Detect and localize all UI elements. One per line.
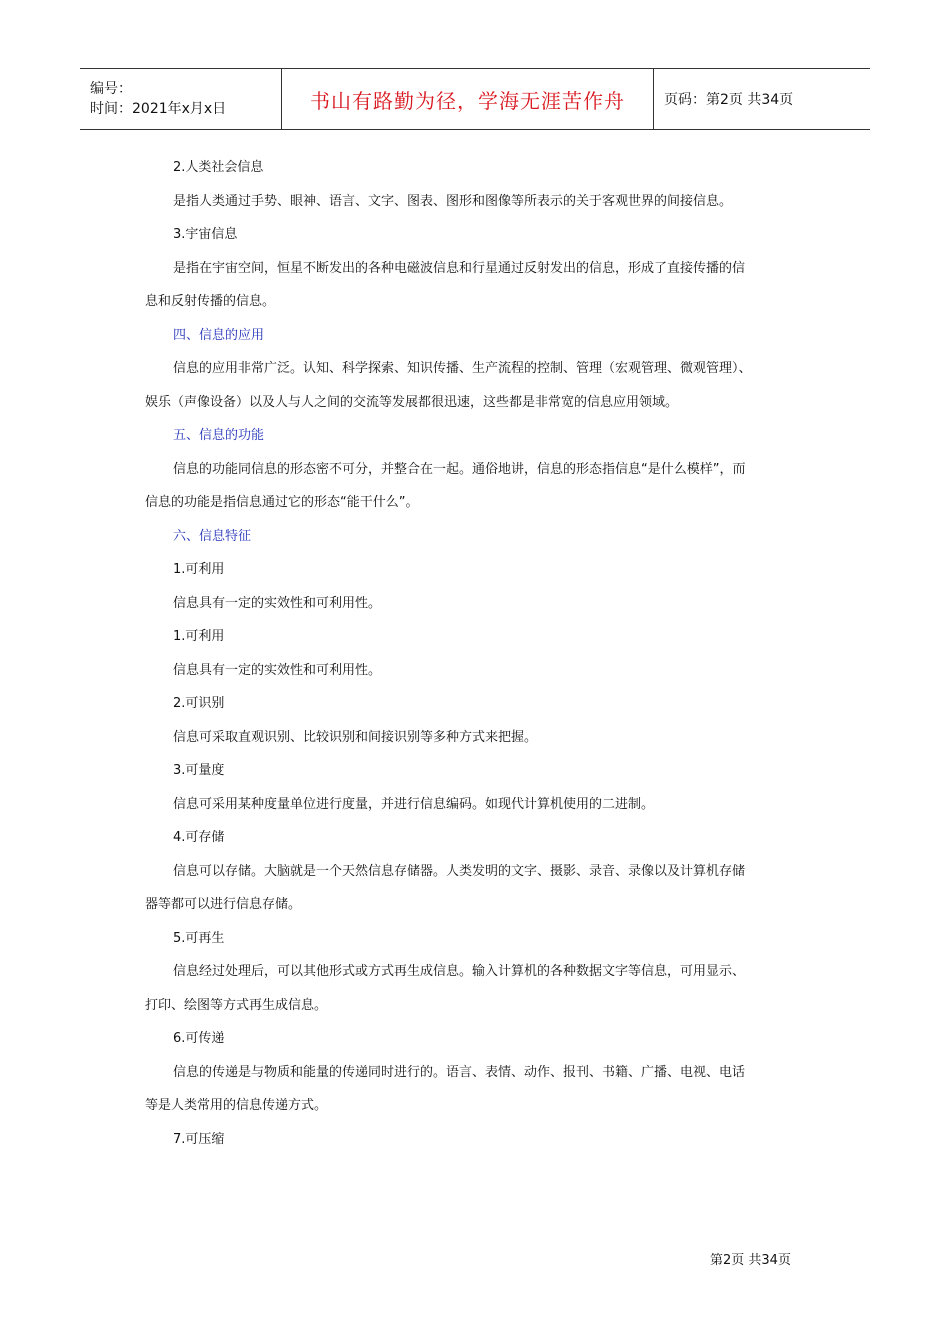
text-line: 1.可利用: [173, 629, 225, 644]
header-motto: 书山有路勤为径，学海无涯苦作舟: [310, 88, 625, 113]
text-line: 是指在宇宙空间，恒星不断发出的各种电磁波信息和行星通过反射发出的信息，形成了直接传播的信: [173, 260, 746, 276]
text-line: 信息可以存储。大脑就是一个天然信息存储器。人类发明的文字、摄影、录音、录像以及计算机存储: [173, 863, 746, 879]
doc-code-label: 编号：: [90, 81, 132, 97]
text-line: 打印、绘图等方式再生成信息。: [145, 997, 328, 1013]
document-body: [145, 151, 815, 1156]
header-motto-cell: [282, 69, 654, 129]
text-line: 息和反射传播的信息。: [145, 294, 276, 309]
text-line: 信息的应用非常广泛。认知、科学探索、知识传播、生产流程的控制、管理（宏观管理、微观管理）、: [173, 361, 752, 376]
section-heading: 六、信息特征: [173, 528, 252, 544]
text-line: 信息的功能同信息的形态密不可分，并整合在一起。通俗地讲，信息的形态指信息“是什么模样”，而: [173, 461, 746, 477]
text-line: 2.可识别: [173, 696, 225, 711]
section-heading: 四、信息的应用: [173, 327, 265, 343]
text-line: 等是人类常用的信息传递方式。: [145, 1098, 328, 1113]
text-line: 是指人类通过手势、眼神、语言、文字、图表、图形和图像等所表示的关于客观世界的间接信息。: [173, 193, 733, 209]
text-line: 信息经过处理后，可以其他形式或方式再生成信息。输入计算机的各种数据文字等信息，可用显示、: [173, 964, 746, 979]
header-page-number: 页码：第2页 共34页: [664, 92, 794, 108]
text-line: 信息具有一定的实效性和可利用性。: [173, 662, 382, 678]
text-line: 5.可再生: [173, 930, 225, 946]
text-line: 3.宇宙信息: [173, 227, 238, 242]
text-line: 娱乐（声像设备）以及人与人之间的交流等发展都很迅速，这些都是非常宽的信息应用领域。: [145, 394, 679, 410]
section-heading: 五、信息的功能: [173, 428, 265, 443]
text-line: 1.可利用: [173, 562, 225, 577]
text-line: 2.人类社会信息: [173, 160, 264, 175]
text-line: 7.可压缩: [173, 1131, 225, 1147]
text-line: 器等都可以进行信息存储。: [145, 897, 302, 912]
page-footer: 第2页 共34页: [710, 1253, 791, 1268]
text-line: 3.可量度: [173, 763, 225, 778]
text-line: 信息的功能是指信息通过它的形态“能干什么”。: [145, 495, 419, 510]
text-line: 信息的传递是与物质和能量的传递同时进行的。语言、表情、动作、报刊、书籍、广播、电视、电话: [173, 1064, 746, 1080]
doc-time-label: 时间：2021年x月x日: [90, 101, 227, 117]
text-line: 4.可存储: [173, 830, 225, 845]
text-line: 6.可传递: [173, 1031, 225, 1046]
text-line: 信息具有一定的实效性和可利用性。: [173, 595, 382, 611]
page-header: [80, 68, 870, 130]
text-line: 信息可采取直观识别、比较识别和间接识别等多种方式来把握。: [173, 729, 538, 745]
header-meta: [80, 69, 282, 129]
header-page-cell: [654, 69, 870, 129]
text-line: 信息可采用某种度量单位进行度量，并进行信息编码。如现代计算机使用的二进制。: [173, 796, 655, 812]
